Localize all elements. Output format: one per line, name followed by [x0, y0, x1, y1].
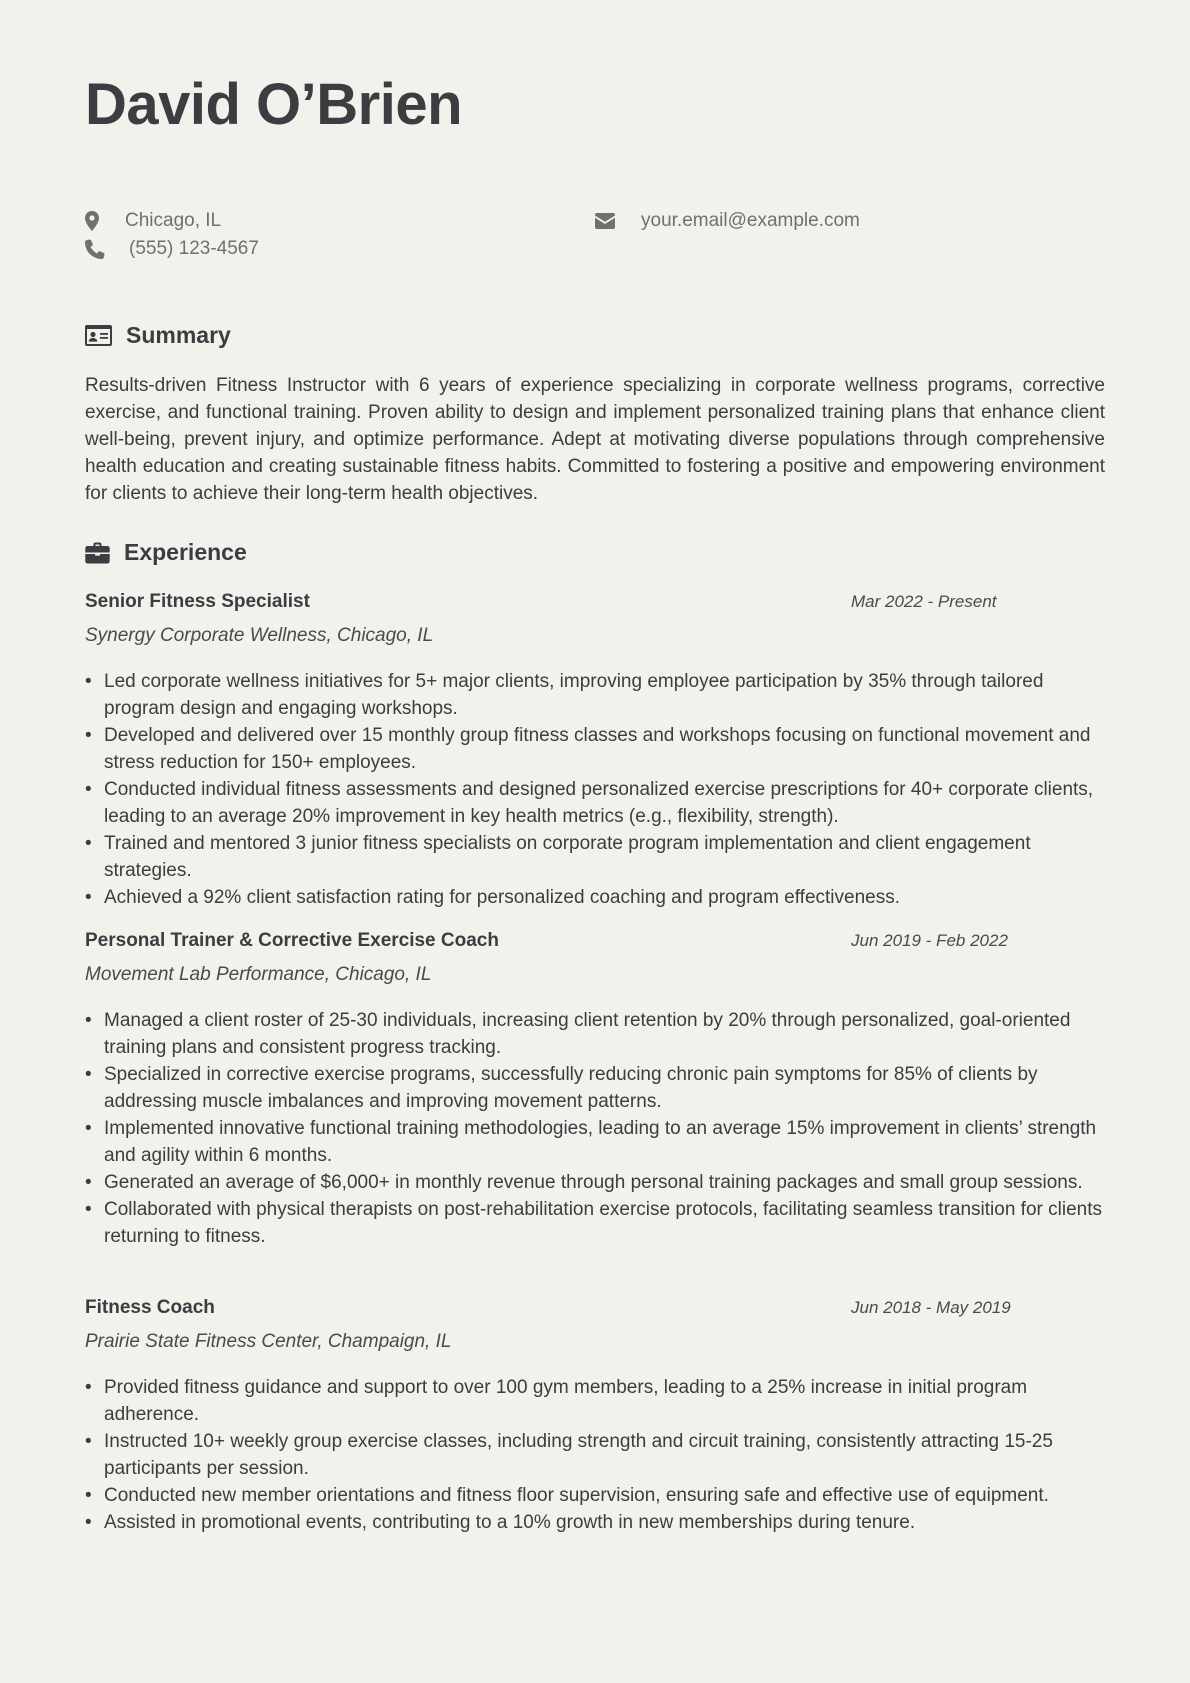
job-bullet: • Generated an average of $6,000+ in monthly revenue through personal training packages and small group sessions. [85, 1169, 1105, 1196]
job-bullet: • Managed a client roster of 25-30 individuals, increasing client retention by 20% through personalized, goal-oriented training plans and consistent progress tracking. [85, 1007, 1105, 1061]
job-bullet: • Conducted new member orientations and fitness floor supervision, ensuring safe and effective use of equipment. [85, 1482, 1105, 1509]
job-bullet: • Led corporate wellness initiatives for 5+ major clients, improving employee participation by 35% through tailored program design and engaging workshops. [85, 668, 1105, 722]
job-bullet: • Achieved a 92% client satisfaction rating for personalized coaching and program effectiveness. [85, 884, 1105, 911]
job-bullets [85, 1374, 1105, 1536]
contact-phone [85, 238, 259, 260]
job-bullet: • Assisted in promotional events, contributing to a 10% growth in new memberships during tenure. [85, 1509, 1105, 1536]
summary-heading [85, 322, 231, 349]
job-title: Senior Fitness Specialist [85, 591, 310, 612]
candidate-name: David O’Brien [85, 72, 463, 137]
job-bullets [85, 668, 1105, 911]
job-company: Prairie State Fitness Center, Champaign, IL [85, 1331, 452, 1352]
location-text: Chicago, IL [125, 210, 222, 231]
contact-email [595, 210, 860, 232]
job-bullet: • Trained and mentored 3 junior fitness specialists on corporate program implementation and client engagement strategies. [85, 830, 1105, 884]
job-dates: Jun 2019 - Feb 2022 [851, 931, 1008, 950]
job-dates: Mar 2022 - Present [851, 592, 997, 611]
job-bullet: • Conducted individual fitness assessments and designed personalized exercise prescriptions for 40+ corporate clients, leading to an average 20% improvement in key health metrics (e.g., flexibility, strength). [85, 776, 1105, 830]
job-dates: Jun 2018 - May 2019 [851, 1298, 1011, 1317]
experience-heading-text: Experience [124, 539, 247, 565]
job-bullet: • Provided fitness guidance and support to over 100 gym members, leading to a 25% increase in initial program adherence. [85, 1374, 1105, 1428]
job-bullet: • Specialized in corrective exercise programs, successfully reducing chronic pain symptoms for 85% of clients by addressing muscle imbalances and improving movement patterns. [85, 1061, 1105, 1115]
map-marker-icon [85, 211, 99, 231]
job-title: Fitness Coach [85, 1297, 215, 1318]
job-bullets [85, 1007, 1105, 1250]
contact-location [85, 210, 221, 232]
job-company: Movement Lab Performance, Chicago, IL [85, 964, 432, 985]
job-bullet: • Developed and delivered over 15 monthly group fitness classes and workshops focusing on functional movement and stress reduction for 150+ employees. [85, 722, 1105, 776]
experience-heading [85, 539, 247, 566]
job-title: Personal Trainer & Corrective Exercise Coach [85, 930, 499, 951]
job-bullet: • Implemented innovative functional training methodologies, leading to an average 15% improvement in clients’ strength and agility within 6 months. [85, 1115, 1105, 1169]
job-bullet: • Instructed 10+ weekly group exercise classes, including strength and circuit training, consistently attracting 15-25 participants per session. [85, 1428, 1105, 1482]
phone-icon [85, 239, 105, 259]
envelope-icon [595, 213, 615, 229]
summary-heading-text: Summary [126, 322, 231, 348]
briefcase-icon [85, 542, 110, 564]
phone-text: (555) 123-4567 [129, 238, 259, 259]
summary-text: Results-driven Fitness Instructor with 6 years of experience specializing in corporate wellness programs, corrective exercise, and functional training. Proven ability to design and implement personalized training plans that enhance client well-being, prevent injury, and optimize performance. Adept at motivating diverse populations through comprehensive health education and creating sustainable fitness habits. Committed to fostering a positive and empowering environment for clients to achieve their long-term health objectives. [85, 375, 1105, 504]
job-company: Synergy Corporate Wellness, Chicago, IL [85, 625, 434, 646]
email-link[interactable]: your.email@example.com [641, 210, 860, 231]
id-card-icon [85, 325, 112, 346]
job-bullet: • Collaborated with physical therapists on post-rehabilitation exercise protocols, facilitating seamless transition for clients returning to fitness. [85, 1196, 1105, 1250]
